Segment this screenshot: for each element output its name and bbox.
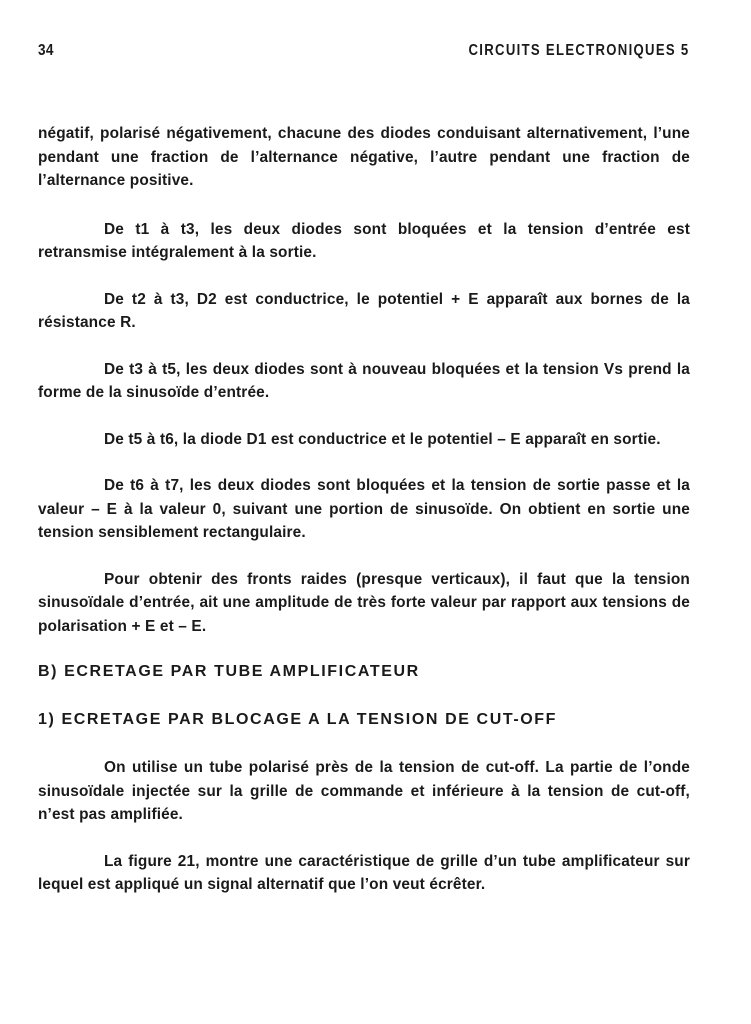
paragraph-t1-t3: De t1 à t3, les deux diodes sont bloquées et la tension d’entrée est retransmise intégralement à la sortie. [38,220,690,261]
body-text [38,122,690,919]
running-header [38,42,690,64]
page-number: 34 [38,42,54,59]
paragraph-t3-t5: De t3 à t5, les deux diodes sont à nouveau bloquées et la tension Vs prend la forme de la sinusoïde d’entrée. [38,360,690,401]
paragraph-t6-t7: De t6 à t7, les deux diodes sont bloquées et la tension de sortie passe et la valeur – E à la valeur 0, suivant une portion de sinusoïde. On obtient en sortie une tension sensiblement rectangulaire. [38,477,690,541]
subsection-heading: 1) ECRETAGE PAR BLOCAGE A LA TENSION DE CUT-OFF [38,711,558,728]
paragraph-t2-t3: De t2 à t3, D2 est conductrice, le potentiel + E apparaît aux bornes de la résistance R. [38,290,690,331]
paragraph-continuation: négatif, polarisé négativement, chacune des diodes conduisant alternativement, l’une pendant une fraction de l’alternance négative, l’autre pendant une fraction de l’alternance positive. [38,125,690,189]
paragraph-steep-fronts: Pour obtenir des fronts raides (presque verticaux), il faut que la tension sinusoïdale d’entrée, ait une amplitude de très forte valeur par rapport aux tensions de polarisation + E et – E. [38,570,690,635]
paragraph-figure-21: La figure 21, montre une caractéristique de grille d’un tube amplificateur sur lequel est appliqué un signal alternatif que l’on veut écrêter. [38,852,690,893]
book-title: CIRCUITS ELECTRONIQUES 5 [468,42,690,59]
section-heading: B) ECRETAGE PAR TUBE AMPLIFICATEUR [38,663,420,680]
paragraph-t5-t6: De t5 à t6, la diode D1 est conductrice et le potentiel – E apparaît en sortie. [104,430,661,448]
paragraph-cut-off: On utilise un tube polarisé près de la tension de cut-off. La partie de l’onde sinusoïdale injectée sur la grille de commande et inférieure à la tension de cut-off, n’est pas amplifiée. [38,759,690,823]
